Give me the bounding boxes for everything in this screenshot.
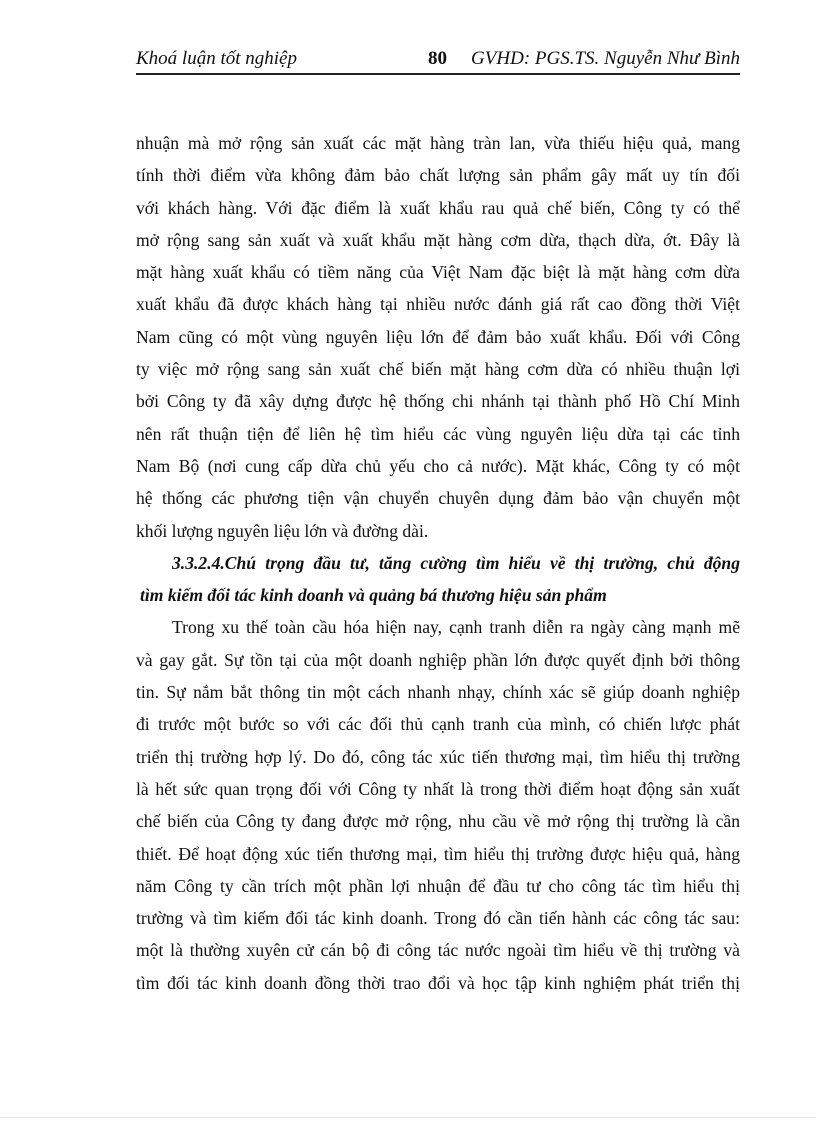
text-line: chế biến của Công ty đang được mở rộng, nhu cầu về mở rộng thị trường là cần (136, 811, 740, 832)
text-line: đi trước một bước so với các đối thủ cạnh tranh của mình, có chiến lược phát (136, 714, 740, 735)
text-line: triển thị trường hợp lý. Do đó, công tác xúc tiến thương mại, tìm hiểu thị trường (136, 746, 740, 767)
paragraph-1 (136, 127, 740, 547)
header-advisor: GVHD: PGS.TS. Nguyễn Như Bình (471, 48, 740, 69)
text-line: Trong xu thế toàn cầu hóa hiện nay, cạnh tranh diễn ra ngày càng mạnh mẽ (172, 617, 740, 638)
section-heading-line-2: tìm kiếm đối tác kinh doanh và quảng bá thương hiệu sản phẩm (140, 585, 607, 606)
text-line: khối lượng nguyên liệu lớn và đường dài. (136, 520, 429, 541)
text-line: mở rộng sang sản xuất và xuất khẩu mặt hàng cơm dừa, thạch dừa, ớt. Đây là (136, 229, 740, 250)
header-rule (136, 73, 740, 75)
text-line: Nam cũng có một vùng nguyên liệu lớn để đảm bảo xuất khẩu. Đối với Công (136, 326, 740, 347)
text-line: tin. Sự nắm bắt thông tin một cách nhanh nhạy, chính xác sẽ giúp doanh nghiệp (136, 682, 740, 703)
text-line: mặt hàng xuất khẩu có tiềm năng của Việt Nam đặc biệt là mặt hàng cơm dừa (136, 262, 740, 283)
text-line: tìm đối tác kinh doanh đồng thời trao đổi và học tập kinh nghiệm phát triển thị (136, 972, 740, 993)
text-line: ty việc mở rộng sang sản xuất chế biến mặt hàng cơm dừa có nhiều thuận lợi (136, 359, 740, 380)
page-number: 80 (428, 48, 447, 69)
header-thesis-label: Khoá luận tốt nghiệp (136, 48, 297, 69)
section-heading-line-1: 3.3.2.4.Chú trọng đầu tư, tăng cường tìm hiểu về thị trường, chủ động (172, 552, 740, 573)
section-heading (136, 547, 740, 612)
text-line: hệ thống các phương tiện vận chuyển chuyên dụng đảm bảo vận chuyển một (136, 488, 740, 509)
text-line: trường và tìm kiếm đối tác kinh doanh. Trong đó cần tiến hành các công tác sau: (136, 908, 740, 929)
text-line: nên rất thuận tiện để liên hệ tìm hiểu các vùng nguyên liệu dừa tại các tỉnh (136, 423, 740, 444)
text-line: Nam Bộ (nơi cung cấp dừa chủ yếu cho cả nước). Mặt khác, Công ty có một (136, 455, 740, 476)
page-body (136, 127, 740, 999)
text-line: tính thời điểm vừa không đảm bảo chất lượng sản phẩm gây mất uy tín đối (136, 165, 740, 186)
text-line: bởi Công ty đã xây dựng được hệ thống chi nhánh tại thành phố Hồ Chí Minh (136, 391, 740, 412)
paragraph-2 (136, 611, 740, 999)
page-header (136, 46, 740, 74)
text-line: với khách hàng. Với đặc điểm là xuất khẩu rau quả chế biến, Công ty có thể (136, 197, 740, 218)
text-line: thiết. Để hoạt động xúc tiến thương mại, tìm hiểu thị trường được hiệu quả, hàng (136, 843, 740, 864)
bottom-border (0, 1117, 816, 1118)
text-line: và gay gắt. Sự tồn tại của một doanh nghiệp phần lớn được quyết định bởi thông (136, 649, 740, 670)
text-line: là hết sức quan trọng đối với Công ty nhất là trong thời điểm hoạt động sản xuất (136, 778, 740, 799)
text-line: năm Công ty cần trích một phần lợi nhuận để đầu tư cho công tác tìm hiểu thị (136, 875, 740, 896)
text-line: nhuận mà mở rộng sản xuất các mặt hàng tràn lan, vừa thiếu hiệu quả, mang (136, 133, 740, 153)
text-line: một là thường xuyên cử cán bộ đi công tác nước ngoài tìm hiểu về thị trường và (136, 940, 740, 961)
text-line: xuất khẩu đã được khách hàng tại nhiều nước đánh giá rất cao đồng thời Việt (136, 294, 740, 315)
